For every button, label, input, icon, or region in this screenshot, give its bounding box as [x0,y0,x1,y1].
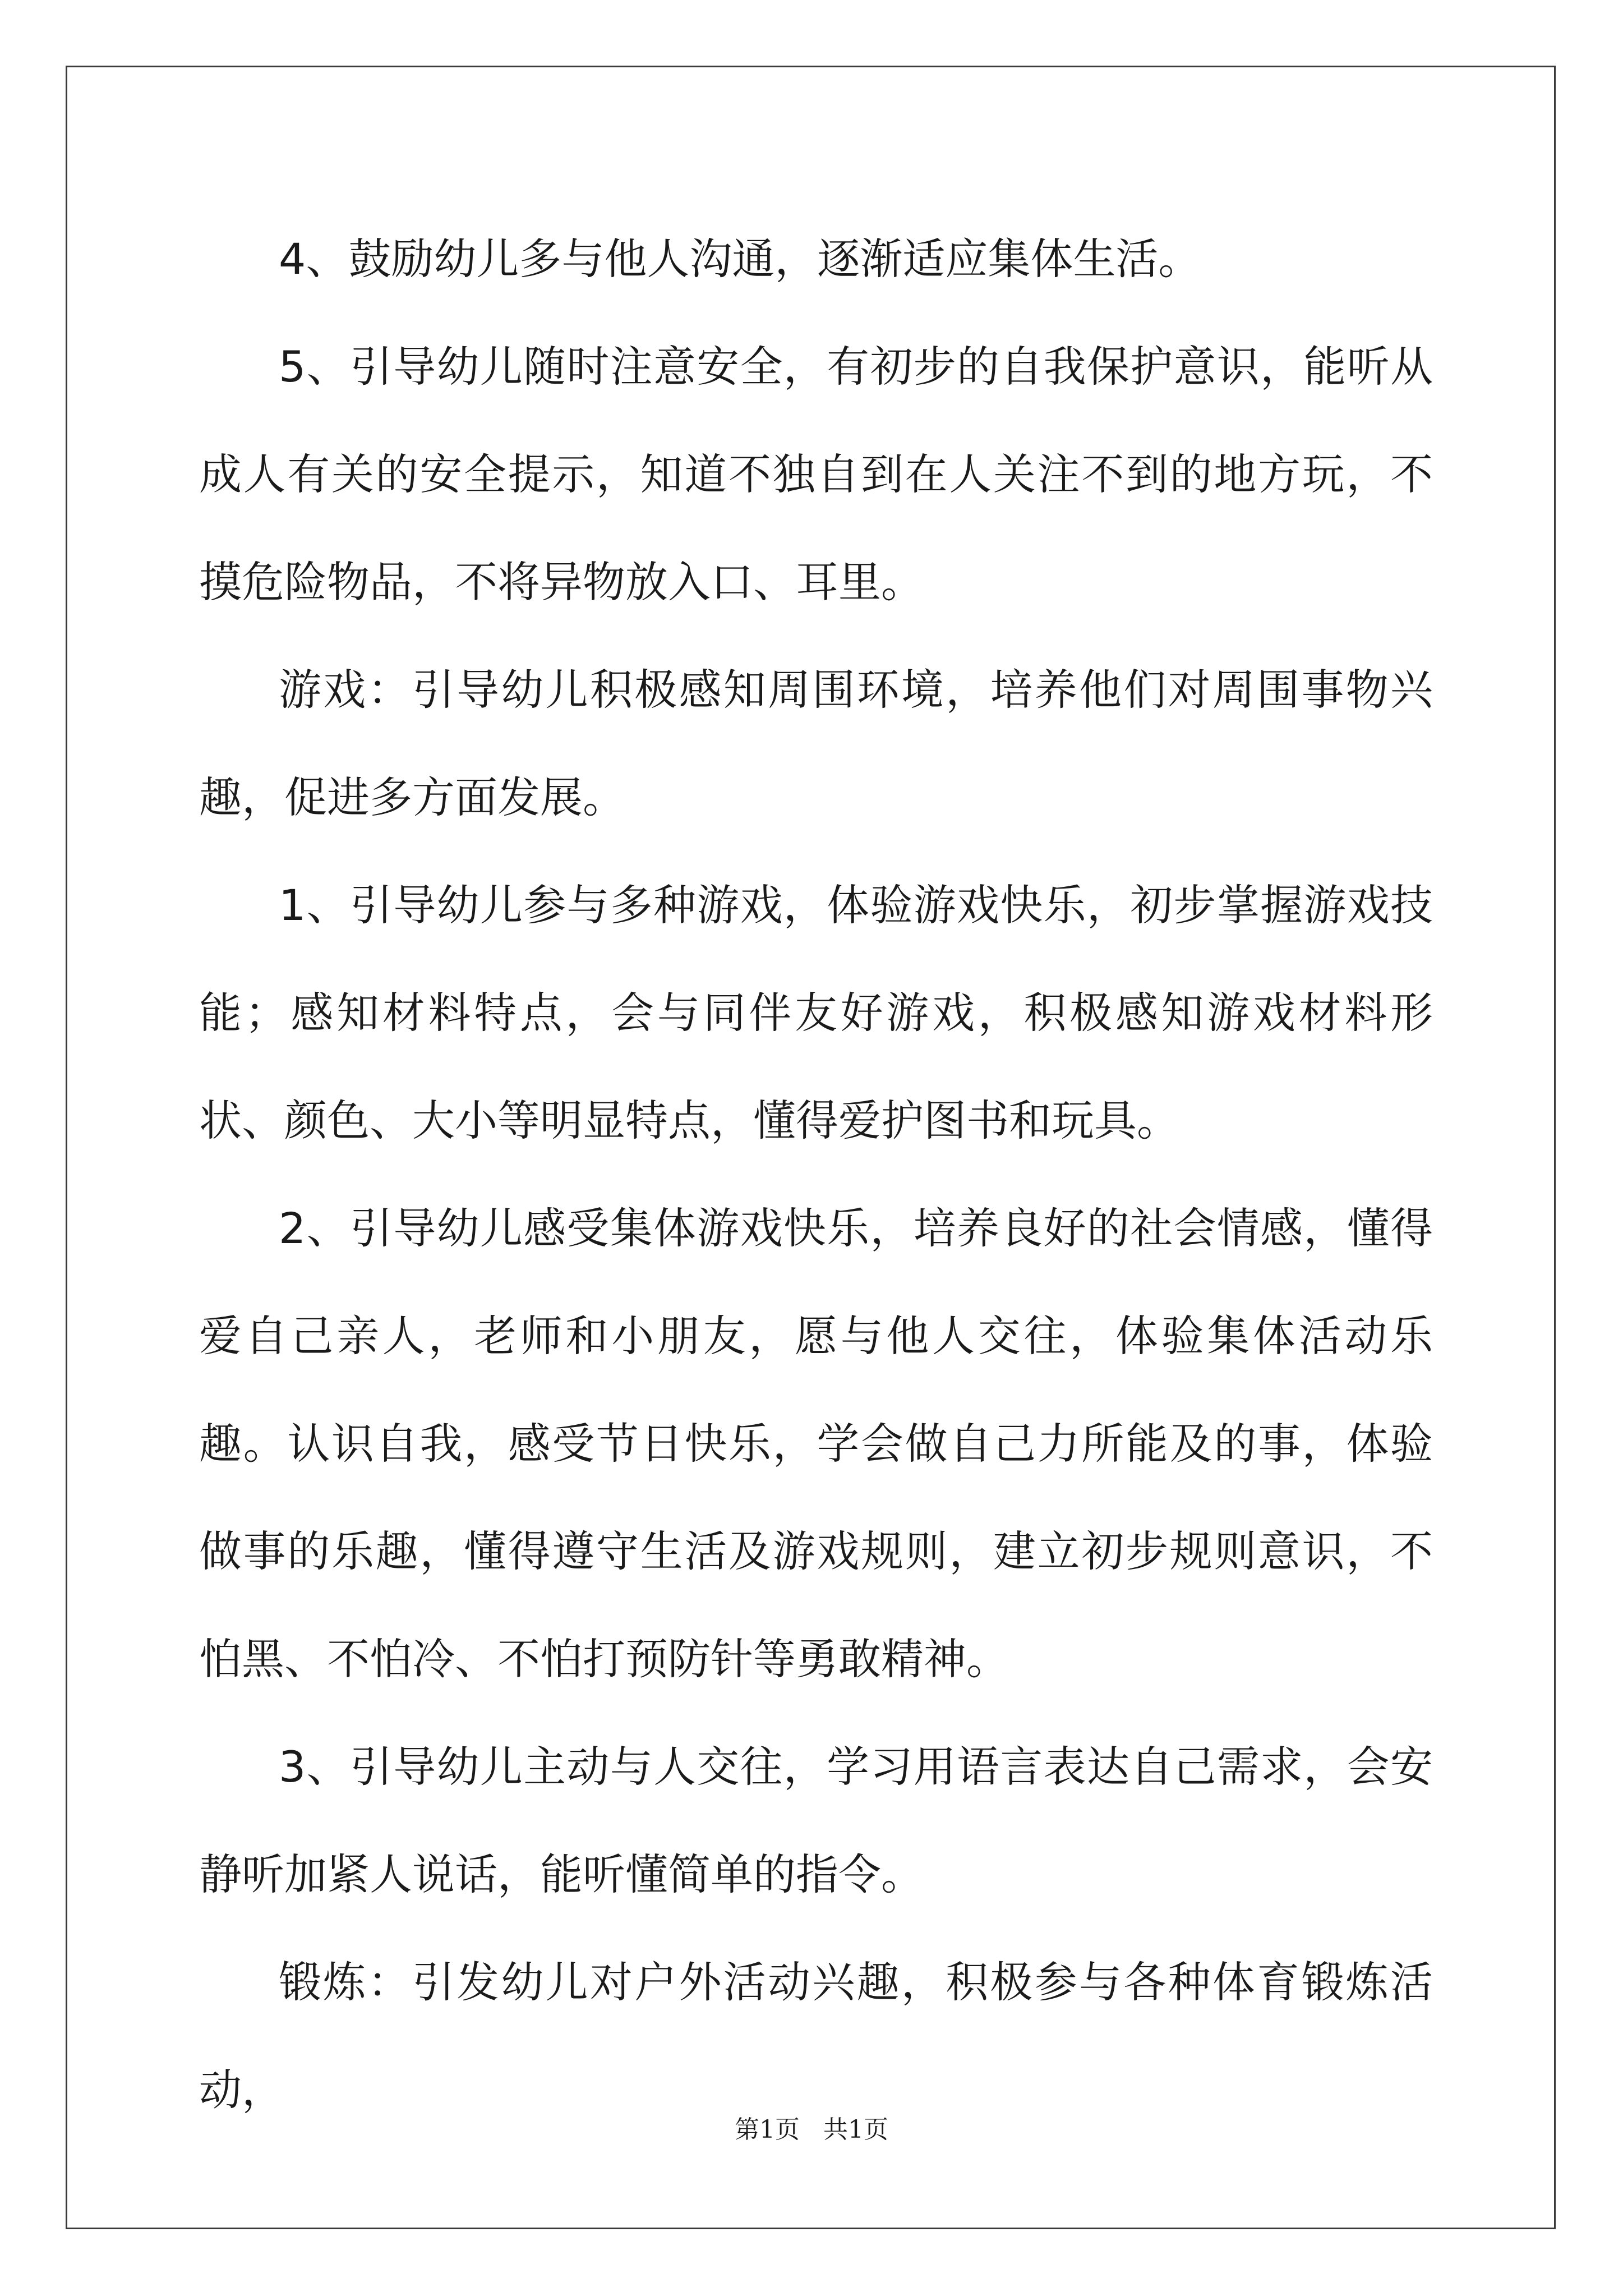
paragraph: 4、鼓励幼儿多与他人沟通，逐渐适应集体生活。 [279,234,1201,284]
paragraph: 2、引导幼儿感受集体游戏快乐，培养良好的社会情感，懂得爱自己亲人，老师和小朋友，愿与他人交往，体验集体活动乐趣。认识自我，感受节日快乐，学会做自己力所能及的事，体验做事的乐趣，懂得遵守生活及游戏规则，建立初步规则意识，不怕黑、不怕冷、不怕打预防针等勇敢精神。 [199,1203,1433,1684]
document-body [199,205,1433,2144]
paragraph: 游戏：引导幼儿积极感知周围环境，培养他们对周围事物兴趣，促进多方面发展。 [199,665,1433,822]
paragraph: 3、引导幼儿主动与人交往，学习用语言表达自己需求，会安静听加紧人说话，能听懂简单的指令。 [199,1742,1433,1899]
paragraph: 锻炼：引发幼儿对户外活动兴趣，积极参与各种体育锻炼活动， [199,1957,1433,2115]
paragraph: 5、引导幼儿随时注意安全，有初步的自我保护意识，能听从成人有关的安全提示，知道不独自到在人关注不到的地方玩，不摸危险物品，不将异物放入口、耳里。 [199,342,1433,607]
page-footer: 第1页 共1页 [735,2115,888,2144]
paragraph: 1、引导幼儿参与多种游戏，体验游戏快乐，初步掌握游戏技能；感知材料特点，会与同伴友好游戏，积极感知游戏材料形状、颜色、大小等明显特点，懂得爱护图书和玩具。 [199,880,1433,1145]
